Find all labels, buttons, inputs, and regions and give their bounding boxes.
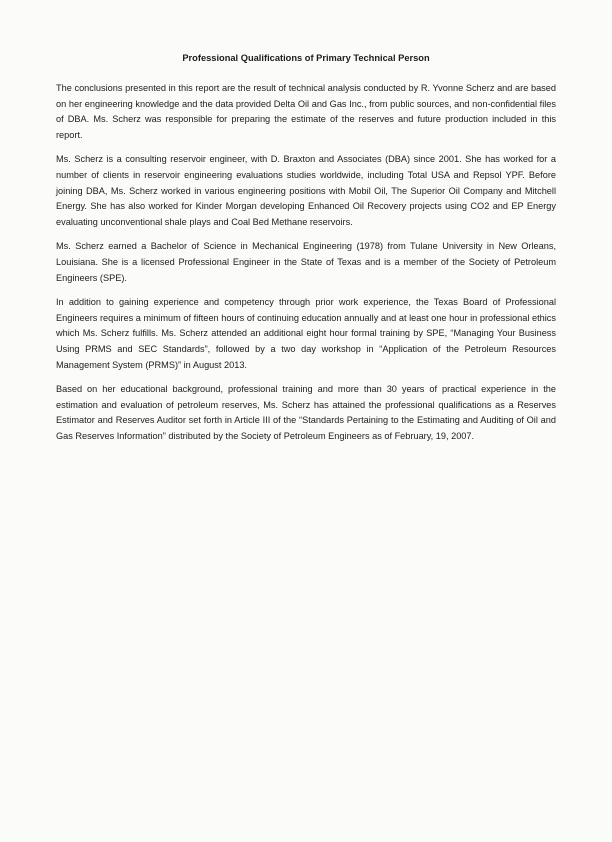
paragraph-continuing-education: In addition to gaining experience and competency through prior work experience, the Texas Board of Professional Engineers requires a minimum of fifteen hours of continuing education annually and at least one hour in professional ethics which Ms. Scherz fulfills. Ms. Scherz attended an additional eight hour formal training by SPE, “Managing Your Business Using PRMS and SEC Standards”, followed by a two day workshop in “Application of the Petroleum Resources Management System (PRMS)” in August 2013. bbox=[56, 297, 556, 370]
paragraph-experience: Ms. Scherz is a consulting reservoir engineer, with D. Braxton and Associates (DBA) since 2001. She has worked for a number of clients in reservoir engineering evaluations studies worldwide, including Total USA and Repsol YPF. Before joining DBA, Ms. Scherz worked in various engineering positions with Mobil Oil, The Superior Oil Company and Mitchell Energy. She has also worked for Kinder Morgan developing Enhanced Oil Recovery projects using CO2 and EP Energy evaluating unconventional shale plays and Coal Bed Methane reservoirs. bbox=[56, 154, 556, 227]
paragraph-qualifications: Based on her educational background, professional training and more than 30 years of practical experience in the estimation and evaluation of petroleum reserves, Ms. Scherz has attained the professional qualifications as a Reserves Estimator and Reserves Auditor set forth in Article III of the “Standards Pertaining to the Estimating and Auditing of Oil and Gas Reserves Information” distributed by the Society of Petroleum Engineers as of February, 19, 2007. bbox=[56, 384, 556, 441]
paragraph-conclusions: The conclusions presented in this report are the result of technical analysis conducted by R. Yvonne Scherz and are based on her engineering knowledge and the data provided Delta Oil and Gas Inc., from public sources, and non-confidential files of DBA. Ms. Scherz was responsible for preparing the estimate of the reserves and future production included in this report. bbox=[56, 83, 556, 140]
document-title: Professional Qualifications of Primary Technical Person bbox=[182, 53, 430, 63]
paragraph-education: Ms. Scherz earned a Bachelor of Science in Mechanical Engineering (1978) from Tulane University in New Orleans, Louisiana. She is a licensed Professional Engineer in the State of Texas and is a member of the Society of Petroleum Engineers (SPE). bbox=[56, 241, 556, 283]
document-page bbox=[56, 52, 556, 453]
